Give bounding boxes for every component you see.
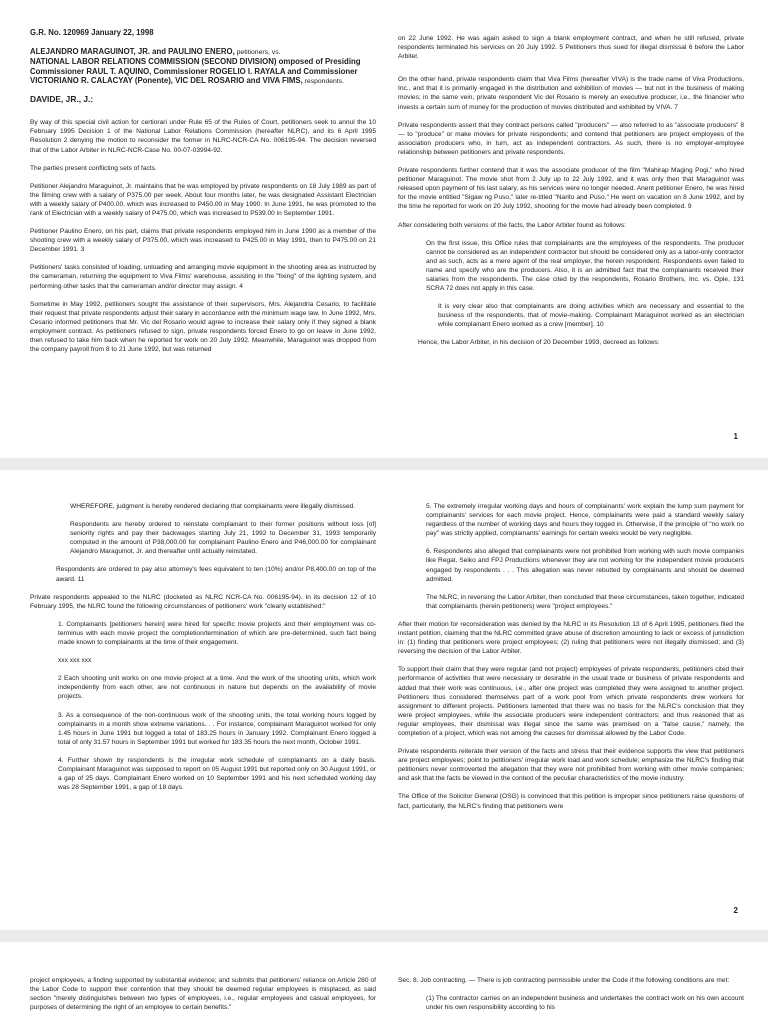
page2-right-column [398,502,744,820]
paragraph: After considering both versions of the facts, the Labor Arbiter found as follows: [398,221,626,229]
document-page-2 [0,470,768,930]
list-item: 1. Complainants [petitioners herein] were hired for specific movie projects and their employment was co-terminus with each movie project the completion/termination of which are pre-determined, such fact being made known to complainants at the time of their engagement. [58,620,376,647]
document-page-3 [0,942,768,1024]
list-item: 4. Further shown by respondents is the irregular work schedule of complainants on a daily basis. Complainant Maraguinot was supposed to report on 05 August 1991 but reported only on 30 August 1991, or a gap of 25 days. Complainant Enero worked on 10 September 1991 and his next scheduled working day was 28 September 1991, a gap of 18 days. [58,756,376,792]
paragraph: Private respondents assert that they contract persons called "producers" — also referred to as "associate producers" 8 — to "produce" or make movies for private respondents; and contend that petitioners are project employees of the association producers who, in turn, act as independent contractors. As such, there is no employer-employee relationship between petitioners and private respondents. [398,121,744,156]
list-item: xxx xxx xxx [58,657,92,665]
list-item: 3. As a consequence of the non-continuous work of the shooting units, the total working hours logged by complainants in a month show extreme variations. . . For instance, complainant Maraguinot worked for only 1.45 hours in June 1991 but logged a total of 183.25 hours in January 1992. Complainant Enero logged a total of only 31.57 hours in September 1991 but worked for 183.35 hours the next month, October 1991. [58,711,376,746]
list-item: 5. The extremely irregular working days and hours of complainants' work explain the lump sum payment for complainants' services for each movie project. Hence, complainants were paid a standard weekly salary regardless of the number of working days and hours they logged in. Otherwise, if the principle of "no work no pay" was strictly applied, complainants' earnings for certain weeks would be very negligible. [426,503,744,538]
page1-left-column [30,28,376,363]
paragraph: Private respondents appealed to the NLRC (docketed as NLRC NCR-CA No. 006195-94). In its decision 12 of 10 February 1995, the NLRC found the following circumstances of petitioners' work "clearly established:" [30,593,376,610]
block-quote: WHEREFORE, judgment is hereby rendered declaring that complainants were illegally dismissed. [70,503,356,510]
paragraph: Private respondents reiterate their version of the facts and stress that their evidence supports the view that petitioners are project employees; point to petitioners' irregular work load and work schedule; emphasize the NLRC's finding that petitioners never controverted the allegation that they were not prohibited from working with other movie companies; and ask that the facts be viewed in the context of the peculiar characteristics of the movie industry. [398,748,744,783]
petitioners-role: petitioners, vs. [234,49,281,57]
paragraph: To support their claim that they were regular (and not project) employees of private respondents, petitioners cited their performance of activities that were necessary or desirable in the usual trade or business of private respondents and added that their work was continuous, i.e., after one project was completed they were assigned to another project. Petitioners thus considered themselves part of a work pool from which private respondents drew workers for assignment to different projects. Petitioners lamented that there was no basis for the NLRC's conclusion that they were project employees, while the associate producers were independent contractors; and thus reasoned that as regular employees, their dismissal was illegal since the same was premised on a "false cause," namely, the completion of a project, which was not among the causes for dismissal allowed by the Labor Code. [398,666,744,737]
case-parties [30,47,376,86]
paragraph: By way of this special civil action for certiorari under Rule 65 of the Rules of Court, petitioners seek to annul the 10 February 1995 Decision 1 of the National Labor Relations Commission (hereafter NLRC), and its 6 April 1995 Resolution 2 denying the motion to reconsider the former in NLRC-NCR-CA No. 006195-94. The decision reversed that of the Labor Arbiter in NLRC-NCR-Case No. 00-07-03994-92. [30,119,376,154]
paragraph: Petitioner Paulino Enero, on his part, claims that private respondents employed him in June 1990 as a member of the shooting crew with a weekly salary of P375.00, which was increased to P425.00 in May 1991, then to P475.00 on 21 December 1991. 3 [30,228,376,254]
block-quote: On the first issue, this Office rules that complainants are the employees of the respondents. The producer cannot be considered as an independent contractor but should be considered only as a labor-only contractor and as such, acts as a mere agent of the real employer, the herein respondent. Respondents even failed to name and specify who are the producers. Also, it is an admitted fact that the complainants received their salaries from the respondents. The case cited by the respondents, Rosario Brothers, Inc. vs. Ople, 131 SCRA 72 does not apply in this case. [426,239,744,293]
respondents-names: NATIONAL LABOR RELATIONS COMMISSION (SECOND DIVISION) omposed of Presiding Commissioner RAUL T. AQUINO, Commissioner ROGELIO I. RAYALA and Commissioner VICTORIANO R. CALACYAY (Ponente), VIC DEL ROSARIO and VIVA FIMS, [30,57,361,85]
paragraph: on 22 June 1992. He was again asked to sign a blank employment contract, and when he still refused, private respondents terminated his services on 20 July 1992. 5 Petitioners thus sued for illegal dismissal 6 before the Labor Arbiter. [398,35,744,61]
list-item: 6. Respondents also alleged that complainants were not prohibited from working with such movie companies like Regal, Seiko and FPJ Productions whenever they are not working for the independent movie producers engaged by respondents . . . This allegation was never rebutted by complainants and should be deemed admitted. [426,548,744,583]
block-quote: Respondents are hereby ordered to reinstate complainant to their former positions without loss [of] seniority rights and pay their backwages starting July 21, 1992 to December 31, 1993 temporarily computed in the amount of P38,000.00 for complainant Paulino Enero and P46,000.00 for complainant Alejandro Maraguinot, Jr. and thereafter until actually reinstated. [70,521,376,556]
page3-left-column [30,976,376,1021]
document-page-1 [0,0,768,458]
paragraph: Sec. 8. Job contracting. — There is job contracting permissible under the Code if the following conditions are met: [398,977,730,984]
page-number: 1 [733,432,738,441]
paragraph: Hence, the Labor Arbiter, in his decision of 20 December 1993, decreed as follows: [418,339,660,347]
page-number: 2 [733,906,738,915]
paragraph: On the other hand, private respondents claim that Viva Films (hereafter VIVA) is the trade name of Viva Productions, Inc., and that it is primarily engaged in the distribution and exhibition of movies — but not in the business of making movies; in the same vein, private respondent Vic del Rosario is merely an executive producer, i.e., the financier who invests a certain sum of money for the production of movies distributed and exhibited by VIVA. 7 [398,76,744,111]
ponente: DAVIDE, JR., J.: [30,94,94,105]
page1-right-column [398,34,744,357]
list-item: 2 Each shooting unit works on one movie project at a time. And the work of the shooting units, which work independently from each other, are not continuous in nature but depends on the availability of movie projects. [58,675,376,701]
block-quote: It is very clear also that complainants are doing activities which are necessary and essential to the business of the respondents, that of movie-making. Complainant Maraguinot worked as an electrician while complainant Enero worked as a crew [member]. 10 [438,303,744,329]
paragraph: Private respondents further contend that it was the associate producer of the film "Mahirap Maging Pogi," who hired petitioner Maraguinot. The movie shot from 2 July up to 22 July 1992, and it was only then that Maraguinot was released upon payment of his last salary, as his services were no longer needed. Anent petitioner Enero, he was hired for the movie entitled "Sigaw ng Puso," later re-titled "Narito and Puso." He went on vacation on 8 June 1992, and by the time he reported for work on 20 July 1992, shooting for the movie had already been completed. 9 [398,167,744,211]
case-number: G.R. No. 120969 January 22, 1998 [30,28,154,37]
paragraph: Petitioner Alejandro Maraguinot, Jr. maintains that he was employed by private respondents on 18 July 1989 as part of the filming crew with a salary of P375.00 per week. About four months later, he was designated Assistant Electrician with a weekly salary of P400.00, which was increased to P450.00 in May 1990. In June 1991, he was promoted to the rank of Electrician with a weekly salary of P475.00, which was increased to P539.00 in September 1991. [30,182,376,217]
paragraph: project employees, a finding supported by substantial evidence; and submits that petitioners' reliance on Article 280 of the Labor Code to support their contention that they should be deemed regular employees is misplaced, as said section "merely distinguishes between two types of employees, i.e., regular employees and casual employees, for purposes of determining the right of an employee to certain benefits." [30,977,376,1012]
paragraph: The parties present conflicting sets of facts. [30,164,157,172]
paragraph: Petitioners' tasks consisted of loading, unloading and arranging movie equipment in the shooting area as instructed by the cameraman, returning the equipment to Viva Films' warehouse, assisting in the "fixing" of the lighting system, and performing other tasks that the cameraman and/or director may assign. 4 [30,264,376,290]
page3-right-column [398,976,744,1021]
list-item: The NLRC, in reversing the Labor Arbiter, then concluded that these circumstances, taken together, indicated that complainants (herein petitioners) were "project employees." [426,593,744,610]
list-item: (1) The contractor carries on an independent business and undertakes the contract work on his own account under his own responsibility according to his [426,995,744,1012]
paragraph: Sometime in May 1992, petitioners sought the assistance of their supervisors, Mrs. Alejandria Cesario, to facilitate their request that private respondents adjust their salary in accordance with the minimum wage law. In June 1992, Mrs. Cesario informed petitioners that Mr. Vic del Rosario would agree to increase their salary only if they signed a blank employment contract. As petitioners refused to sign, private respondents forced Enero to go on leave in June 1992, then refused to take him back when he reported for work on 20 July 1992. Meanwhile, Maraguinot was dropped from the company payroll from 8 to 21 June 1992, but was returned [30,300,376,354]
petitioners-names: ALEJANDRO MARAGUINOT, JR. and PAULINO ENERO, [30,47,235,57]
block-quote: Respondents are ordered to pay also attorney's fees equivalent to ten (10%) and/or P8,400.00 on top of the award. 11 [56,566,376,583]
respondents-role: respondents. [302,77,344,85]
paragraph: The Office of the Solicitor General (OSG) is convinced that this petition is improper since petitioners raise questions of fact, particularly, the NLRC's finding that petitioners were [398,793,744,810]
page2-left-column [30,502,376,801]
paragraph: After their motion for reconsideration was denied by the NLRC in its Resolution 13 of 6 April 1995, petitioners filed the instant petition, claiming that the NLRC committed grave abuse of discretion amounting to lack or excess of jurisdiction in: (1) finding that petitioners were project employees; (2) ruling that petitioners were not illegally dismissed; and (3) reversing the decision of the Labor Arbiter. [398,620,744,656]
